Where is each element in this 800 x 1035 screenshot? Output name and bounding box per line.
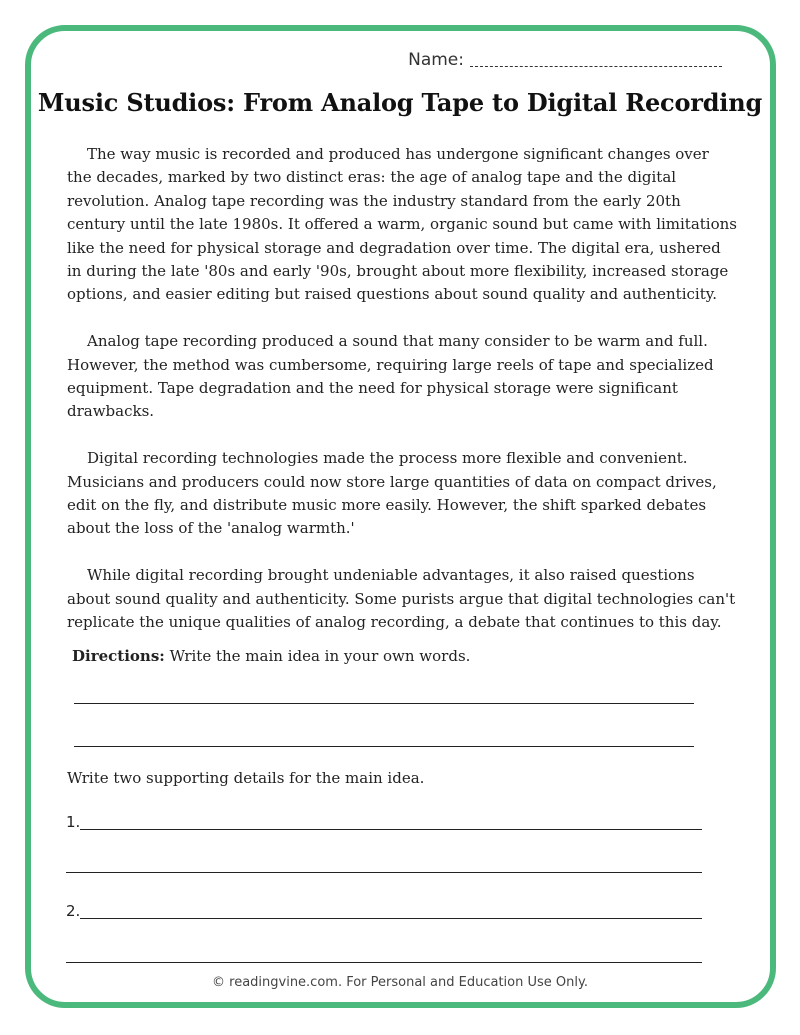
main-idea-line-2[interactable]	[74, 746, 694, 747]
detail-1-line-2[interactable]	[66, 872, 702, 873]
main-idea-line-1[interactable]	[74, 703, 694, 704]
directions-label: Directions:	[72, 647, 165, 665]
copyright-footer: © readingvine.com. For Personal and Education Use Only.	[212, 975, 588, 990]
directions	[72, 647, 470, 665]
detail-number-2: 2.	[66, 902, 81, 920]
directions-text: Write the main idea in your own words.	[164, 647, 471, 665]
name-blank[interactable]	[470, 50, 722, 67]
reading-passage	[67, 143, 737, 658]
name-label: Name:	[408, 50, 464, 70]
passage-paragraph-3: Digital recording technologies made the process more flexible and convenient. Musicians and producers could now store large quantities of data on compact drives, edit on the fly, and distribute music more easily. However, the shift sparked debates about the loss of the 'analog warmth.'	[67, 449, 717, 538]
detail-2-line-2[interactable]	[66, 962, 702, 963]
detail-number-1: 1.	[66, 813, 81, 831]
name-field[interactable]	[408, 50, 722, 70]
worksheet-title: Music Studios: From Analog Tape to Digital Recording	[37, 88, 763, 117]
passage-paragraph-1: The way music is recorded and produced has undergone significant changes over the decades, marked by two distinct eras: the age of analog tape and the digital revolution. Analog tape recording was the industry standard from the early 20th century until the late 1980s. It offered a warm, organic sound but came with limitations like the need for physical storage and degradation over time. The digital era, ushered in during the late '80s and early '90s, brought about more flexibility, increased storage options, and easier editing but raised questions about sound quality and authenticity.	[67, 145, 737, 304]
passage-paragraph-2: Analog tape recording produced a sound that many consider to be warm and full. However, the method was cumbersome, requiring large reels of tape and specialized equipment. Tape degradation and the need for physical storage were significant drawbacks.	[67, 332, 714, 421]
passage-paragraph-4: While digital recording brought undeniable advantages, it also raised questions about sound quality and authenticity. Some purists argue that digital technologies can't replicate the unique qualities of analog recording, a debate that continues to this day.	[67, 566, 736, 632]
supporting-details-prompt: Write two supporting details for the main idea.	[67, 769, 425, 787]
detail-2-line-1[interactable]	[80, 918, 702, 919]
detail-1-line-1[interactable]	[80, 829, 702, 830]
